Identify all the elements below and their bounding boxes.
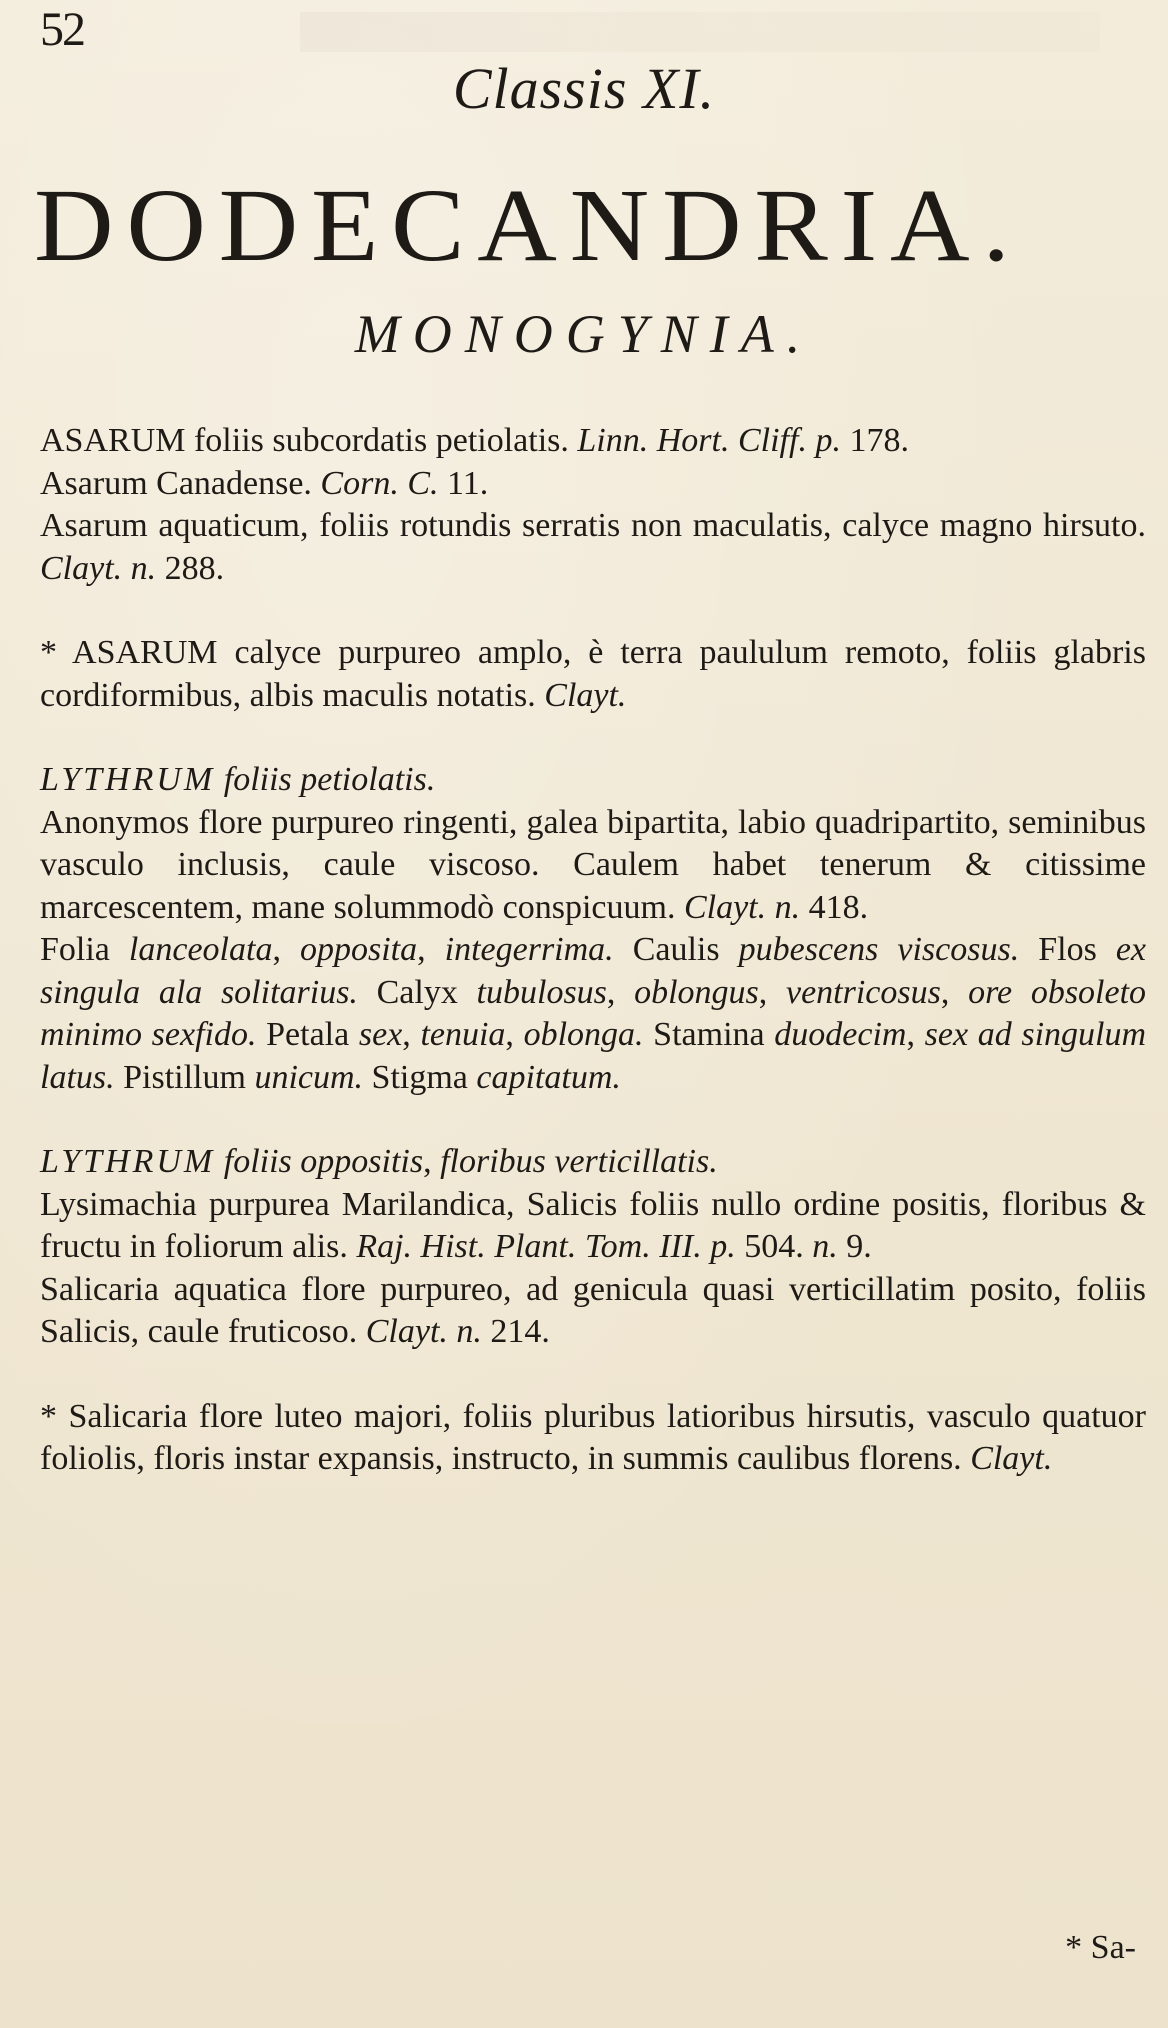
italic-text: capitatum.: [476, 1058, 621, 1096]
italic-text: Clayt. n.: [683, 888, 801, 926]
italic-text: LYTHRUM: [40, 761, 216, 798]
roman-text: ,: [906, 1016, 925, 1053]
roman-text: Stigma: [363, 1058, 477, 1096]
entry-paragraph: [40, 759, 1146, 802]
roman-text: Stamina: [643, 1016, 775, 1053]
entry-paragraph: [40, 929, 1146, 1099]
italic-text: Corn. C.: [320, 464, 439, 502]
main-title-text: DODECANDRIA: [34, 168, 983, 283]
catalogue-entry: [40, 632, 1146, 717]
italic-text: sex ad singulum latus.: [40, 1016, 1147, 1096]
italic-text: oblonga.: [523, 1016, 644, 1053]
roman-text: * Salicaria flore luteo majori, foliis pluribus latioribus hirsutis, vasculo quatuor foliolis, floris instar expansis, instructo, in summis caulibus florens.: [40, 1397, 1146, 1477]
text-body: [40, 420, 1146, 1523]
entry-paragraph: [40, 463, 1146, 506]
roman-text: ,: [505, 1016, 524, 1053]
italic-text: Raj. Hist. Plant. Tom. III. p.: [356, 1228, 736, 1265]
roman-text: ,: [402, 1016, 421, 1053]
italic-text: floribus verticillatis.: [440, 1143, 718, 1180]
catchword: * Sa-: [1065, 1929, 1136, 1966]
italic-text: sex: [358, 1016, 403, 1053]
roman-text: Petala: [256, 1016, 359, 1053]
class-title: Classis XI.: [452, 56, 716, 121]
roman-text: ,: [758, 973, 786, 1011]
entry-paragraph: [40, 1396, 1146, 1481]
roman-text: 504.: [735, 1228, 813, 1265]
entry-paragraph: [40, 1269, 1146, 1354]
roman-text: Salicaria aquatica flore purpureo, ad genicula quasi verticillatim posito, foliis Salicis, caule fruticoso.: [40, 1270, 1146, 1350]
sub-title: MONOGYNIA.: [354, 304, 814, 364]
roman-text: ,: [606, 973, 635, 1011]
roman-text: ASARUM foliis subcordatis petiolatis.: [40, 422, 578, 459]
roman-text: 9.: [837, 1228, 872, 1265]
italic-text: ore obsoleto minimo sexfido.: [40, 973, 1147, 1053]
roman-text: Caulis: [613, 931, 739, 968]
roman-text: 288.: [156, 549, 225, 587]
roman-text: Pistillum: [114, 1058, 255, 1096]
italic-text: ex singula ala solitarius.: [40, 931, 1147, 1011]
italic-text: tubulosus: [476, 973, 607, 1011]
roman-text: 178.: [840, 422, 909, 459]
main-title-period: .: [982, 168, 1010, 283]
italic-text: foliis petiolatis.: [215, 761, 436, 798]
italic-text: n.: [812, 1228, 838, 1265]
italic-text: Clayt.: [544, 676, 627, 714]
roman-text: ,: [423, 1143, 441, 1180]
italic-text: duodecim: [774, 1016, 907, 1053]
roman-text: 11.: [438, 464, 489, 502]
roman-text: Asarum aquaticum, foliis rotundis serratis non maculatis, calyce magno hirsuto.: [40, 507, 1146, 544]
roman-text: Anonymos flore purpureo ringenti, galea bipartita, labio quadripartito, seminibus vasculo inclusis, caule viscoso. Caulem habet tenerum & citissime marcescentem, mane solummodò conspicuum.: [40, 803, 1146, 926]
italic-text: LYTHRUM: [40, 1143, 216, 1180]
entry-paragraph: [40, 420, 1146, 463]
roman-text: ,: [417, 931, 445, 968]
italic-text: Clayt. n.: [40, 549, 157, 587]
roman-text: Asarum Canadense.: [40, 464, 321, 502]
italic-text: ventricosus: [786, 973, 941, 1011]
italic-text: tenuia: [420, 1016, 506, 1053]
roman-text: Folia: [40, 931, 129, 968]
roman-text: Flos: [1019, 931, 1116, 968]
catalogue-entry: [40, 759, 1146, 1099]
show-through-texture: [300, 12, 1100, 52]
italic-text: Clayt. n.: [365, 1313, 482, 1350]
italic-text: pubescens viscosus.: [738, 931, 1020, 968]
italic-text: Linn. Hort. Cliff. p.: [577, 422, 841, 459]
roman-text: 418.: [800, 888, 869, 926]
italic-text: integerrima.: [444, 931, 614, 968]
entry-paragraph: [40, 632, 1146, 717]
catalogue-entry: [40, 1396, 1146, 1481]
italic-text: unicum.: [254, 1058, 364, 1096]
roman-text: Calyx: [357, 973, 477, 1011]
page-number: 52: [40, 3, 84, 56]
italic-text: lanceolata: [128, 931, 273, 968]
roman-text: ,: [272, 931, 300, 968]
italic-text: opposita: [299, 931, 418, 968]
italic-text: foliis oppositis: [215, 1143, 424, 1180]
catalogue-entry: [40, 1141, 1146, 1354]
roman-text: ,: [940, 973, 969, 1011]
entry-paragraph: [40, 802, 1146, 930]
main-title: [34, 168, 1010, 284]
italic-text: Clayt.: [970, 1440, 1053, 1477]
roman-text: * ASARUM calyce purpureo amplo, è terra paululum remoto, foliis glabris cordiformibus, albis maculis notatis.: [40, 634, 1146, 714]
entry-paragraph: [40, 505, 1146, 590]
roman-text: 214.: [481, 1313, 550, 1350]
roman-text: Lysimachia purpurea Marilandica, Salicis foliis nullo ordine positis, floribus & fructu in foliorum alis.: [40, 1185, 1146, 1265]
catalogue-entry: [40, 420, 1146, 590]
entry-paragraph: [40, 1141, 1146, 1184]
entry-paragraph: [40, 1184, 1146, 1269]
italic-text: oblongus: [634, 973, 759, 1011]
